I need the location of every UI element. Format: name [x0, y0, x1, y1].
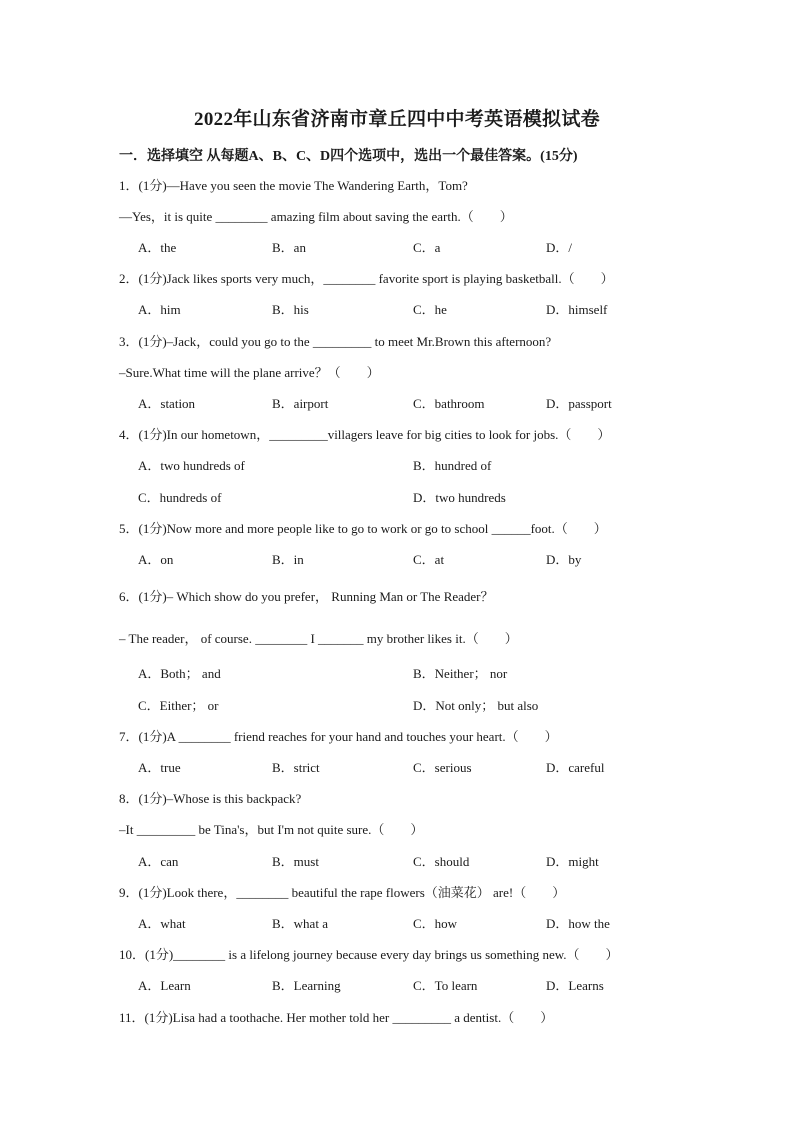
option-a[interactable]: A．can	[138, 854, 179, 869]
question-6-line-2: – The reader， of course. ________ I _______ my brother likes it.（ ）	[119, 631, 518, 646]
option-c[interactable]: C．Either； or	[138, 698, 219, 713]
option-d[interactable]: D．Not only； but also	[413, 698, 539, 713]
option-b[interactable]: B．strict	[272, 760, 320, 775]
option-b[interactable]: B．hundred of	[413, 458, 492, 473]
option-b[interactable]: B．what a	[272, 916, 328, 931]
question-3-line-2: –Sure.What time will the plane arrive？（ ）	[119, 365, 380, 380]
question-11-line-1: 11．(1分)Lisa had a toothache. Her mother told her _________ a dentist.（ ）	[119, 1010, 554, 1025]
option-a[interactable]: A．on	[138, 552, 174, 567]
option-a[interactable]: A．two hundreds of	[138, 458, 245, 473]
option-c[interactable]: C．at	[413, 552, 445, 567]
option-b[interactable]: B．an	[272, 240, 306, 255]
option-b[interactable]: B．in	[272, 552, 304, 567]
option-a[interactable]: A．the	[138, 240, 177, 255]
option-c[interactable]: C．should	[413, 854, 470, 869]
page-title: 2022年山东省济南市章丘四中中考英语模拟试卷	[194, 109, 600, 130]
option-c[interactable]: C．he	[413, 302, 447, 317]
question-10-line-1: 10．(1分)________ is a lifelong journey because every day brings us something new.（ ）	[119, 947, 619, 962]
question-9-line-1: 9．(1分)Look there，________ beautiful the rape flowers（油菜花） are!（ ）	[119, 885, 566, 900]
option-a[interactable]: A．Learn	[138, 978, 191, 993]
option-d[interactable]: D．passport	[546, 396, 612, 411]
option-c[interactable]: C．how	[413, 916, 458, 931]
option-a[interactable]: A．Both； and	[138, 666, 221, 681]
option-b[interactable]: B．Learning	[272, 978, 341, 993]
option-d[interactable]: D．himself	[546, 302, 608, 317]
option-d[interactable]: D．by	[546, 552, 582, 567]
option-b[interactable]: B．his	[272, 302, 309, 317]
question-5-line-1: 5．(1分)Now more and more people like to go to work or go to school ______foot.（ ）	[119, 521, 607, 536]
option-c[interactable]: C．a	[413, 240, 441, 255]
question-8-line-1: 8．(1分)–Whose is this backpack?	[119, 791, 302, 806]
option-b[interactable]: B．Neither； nor	[413, 666, 508, 681]
option-a[interactable]: A．him	[138, 302, 181, 317]
question-8-line-2: –It _________ be Tina's，but I'm not quite sure.（ ）	[119, 822, 424, 837]
option-a[interactable]: A．station	[138, 396, 196, 411]
option-a[interactable]: A．true	[138, 760, 181, 775]
option-b[interactable]: B．must	[272, 854, 319, 869]
option-d[interactable]: D．might	[546, 854, 599, 869]
option-c[interactable]: C．serious	[413, 760, 472, 775]
question-6-line-1: 6．(1分)– Which show do you prefer， Running Man or The Reader？	[119, 589, 494, 604]
question-1-line-1: 1．(1分)—Have you seen the movie The Wandering Earth，Tom?	[119, 178, 468, 193]
option-c[interactable]: C．bathroom	[413, 396, 485, 411]
option-d[interactable]: D．careful	[546, 760, 605, 775]
option-d[interactable]: D．/	[546, 240, 573, 255]
option-d[interactable]: D．two hundreds	[413, 490, 506, 505]
option-d[interactable]: D．Learns	[546, 978, 604, 993]
question-3-line-1: 3．(1分)–Jack，could you go to the _________ to meet Mr.Brown this afternoon?	[119, 334, 552, 349]
option-d[interactable]: D．how the	[546, 916, 610, 931]
question-1-line-2: —Yes，it is quite ________ amazing film about saving the earth.（ ）	[119, 209, 513, 224]
option-a[interactable]: A．what	[138, 916, 186, 931]
question-7-line-1: 7．(1分)A ________ friend reaches for your hand and touches your heart.（ ）	[119, 729, 558, 744]
option-b[interactable]: B．airport	[272, 396, 329, 411]
question-2-line-1: 2．(1分)Jack likes sports very much，________ favorite sport is playing basketball.（ ）	[119, 271, 614, 286]
option-c[interactable]: C．hundreds of	[138, 490, 222, 505]
option-c[interactable]: C．To learn	[413, 978, 478, 993]
section-heading: 一．选择填空 从每题A、B、C、D四个选项中，选出一个最佳答案。(15分)	[119, 149, 578, 164]
question-4-line-1: 4．(1分)In our hometown，_________villagers leave for big cities to look for jobs.（ ）	[119, 427, 611, 442]
